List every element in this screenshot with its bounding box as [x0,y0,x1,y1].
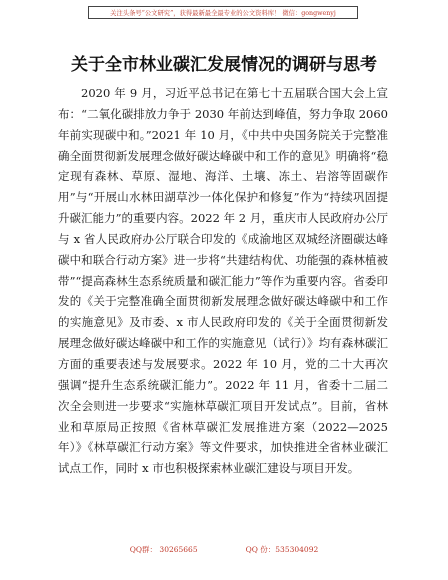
document-paragraph: 2020 年 9 月，习近平总书记在第七十五届联合国大会上宣布：“二氧化碳排放力争于 2030 年前达到峰值，努力争取 2060 年前实现碳中和。”2021 年 10 月，《中共中央国务院关于完整准确全面贯彻新发展理念做好碳达峰碳中和工作的意见》明确将“稳定现有森林、草原、湿地、海洋、土壤、冻土、岩溶等固碳作用”与“开展山水林田湖草沙一体化保护和修复”作为“持续巩固提升碳汇能力”的重要内容。2022 年 2 月，重庆市人民政府办公厅与 x 省人民政府办公厅联合印发的《成渝地区双城经济圈碳达峰碳中和联合行动方案》进一步将“共建结构优、功能强的森林植被带”“提高森林生态系统质量和碳汇能力”等作为重要内容。省委印发的《关于完整准确全面贯彻新发展理念做好碳达峰碳中和工作的实施意见》及市委、x 市人民政府印发的《关于全面贯彻新发展理念做好碳达峰碳中和工作的实施意见（试行）》均有森林碳汇方面的重要表述与发展要求。2022 年 10 月，党的二十大再次强调“提升生态系统碳汇能力”。2022 年 11 月，省委十二届二次全会则进一步要求“实施林草碳汇项目开发试点”。目前，省林业和草原局正按照《省林草碳汇发展推进方案（2022—2025 年）》《林草碳汇行动方案》等文件要求，加快推进全省林业碳汇试点工作，同时 x 市也积极探索林业碳汇建设与项目开发。 [58,86,388,476]
header-banner [88,6,358,19]
footer-qq-contact: QQ 份：535304092 [245,545,319,554]
footer [0,544,448,555]
footer-qq-group: QQ群： 30265665 [129,545,198,554]
header-banner-text: 关注头条号“公文研究”，获得最新最全最专业的公文资料库！ 微信：gongwenyj [110,10,336,17]
document-title: 关于全市林业碳汇发展情况的调研与思考 [71,55,377,75]
